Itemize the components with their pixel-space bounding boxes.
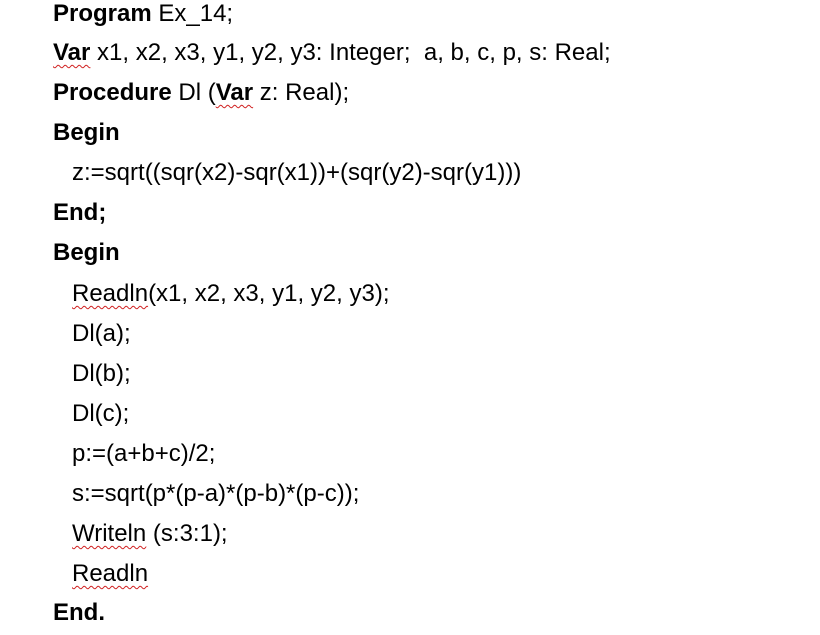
statement-text: Dl(b); [72, 360, 131, 387]
keyword-var-param: Var [215, 79, 254, 106]
statement-text: Dl(c); [72, 400, 130, 427]
code-line-dl-a [72, 318, 131, 350]
code-line-readln-final [72, 558, 148, 590]
code-line-main-begin [53, 237, 120, 269]
statement-text: p:=(a+b+c)/2; [72, 440, 216, 467]
writeln-function: Writeln [72, 520, 147, 547]
readln-function: Readln [72, 280, 149, 307]
code-line-program [53, 0, 233, 30]
statement-text: Dl(a); [72, 320, 131, 347]
keyword-end: End. [53, 599, 105, 626]
code-line-p-assign [72, 438, 215, 470]
code-line-procedure-begin [53, 117, 120, 149]
code-line-procedure-end [53, 197, 106, 229]
readln-args: (x1, x2, x3, y1, y2, y3); [148, 280, 390, 307]
procedure-params: z: Real); [253, 79, 350, 106]
keyword-end: End; [53, 199, 107, 226]
code-line-program-end [53, 597, 105, 629]
program-name: Ex_14; [151, 0, 234, 27]
keyword-var: Var [53, 39, 91, 66]
code-line-s-assign [72, 478, 359, 510]
code-line-dl-c [72, 398, 129, 430]
keyword-procedure: Procedure [53, 79, 172, 106]
statement-text: s:=sqrt(p*(p-a)*(p-b)*(p-c)); [72, 480, 360, 507]
keyword-begin: Begin [53, 239, 120, 266]
code-line-var-declaration [53, 37, 611, 69]
procedure-body-text: z:=sqrt((sqr(x2)-sqr(x1))+(sqr(y2)-sqr(y1))) [72, 159, 522, 186]
code-line-writeln [72, 518, 228, 550]
code-line-procedure-header [53, 77, 349, 109]
keyword-begin: Begin [53, 119, 120, 146]
writeln-args: (s:3:1); [146, 520, 228, 547]
code-line-readln-input [72, 278, 389, 310]
procedure-name: Dl ( [171, 79, 216, 106]
var-declaration-text: x1, x2, x3, y1, y2, y3: Integer; a, b, c, p, s: Real; [90, 39, 611, 66]
code-line-dl-b [72, 358, 131, 390]
keyword-program: Program [53, 0, 152, 27]
readln-function: Readln [72, 560, 149, 587]
code-line-procedure-body [72, 157, 521, 189]
